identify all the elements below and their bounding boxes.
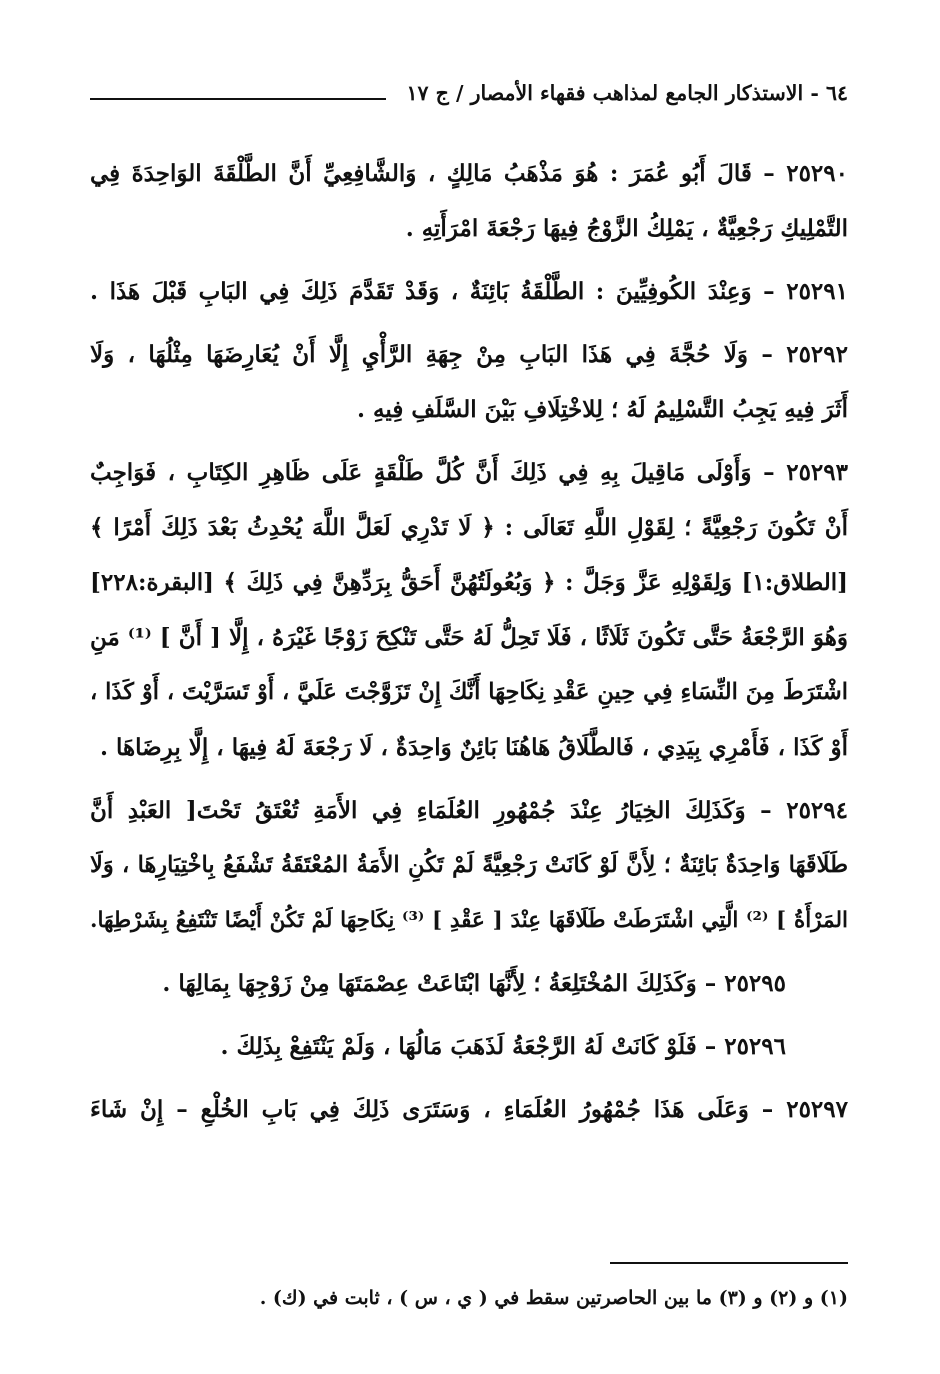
text-line: ٢٥٢٩٥ – وَكَذَلِكَ المُخْتَلِعَةُ ؛ لِأَنَّهَا ابْتَاعَتْ عِصْمَتَهَا مِنْ زَوْجِهَا بِمَالِهَا . — [162, 970, 786, 997]
header-rule — [90, 98, 386, 100]
text-line: وَهُوَ الرَّجْعَةُ حَتَّى تَكُونَ ثَلَاثًا ، فَلَا تَحِلُّ لَهُ حَتَّى تَنْكِحَ زَوْجًا غَيْرَهُ ، إِلَّا [ أَنَّ ] ⁽¹⁾ مَنِ — [90, 624, 848, 651]
text-line: ٢٥٢٩٤ – وَكَذَلِكَ الخِيَارُ عِنْدَ جُمْهُورِ العُلَمَاءِ فِي الأَمَةِ تُعْتَقُ تَحْتَ[ العَبْدِ أَنَّ — [90, 797, 848, 824]
text-line: أَوْ كَذَا ، فَأَمْرِي بِيَدِي ، فَالطَّلَاقُ هَاهُنَا بَائِنٌ وَاحِدَةٌ ، لَا رَجْعَةَ لَهُ فِيهَا ، إِلَّا بِرِضَاهَا . — [99, 734, 848, 761]
footnote: (١) و (٢) و (٣) ما بين الحاصرتين سقط في ( ي ، س ) ، ثابت في (ك) . — [259, 1287, 848, 1309]
text-line: ٢٥٢٩٦ – فَلَوْ كَانَتْ لَهُ الرَّجْعَةُ لَذَهَبَ مَالُهَا ، وَلَمْ يَنْتَفِعْ بِذَلِكَ . — [220, 1033, 786, 1060]
footnote-rule — [610, 1262, 848, 1264]
text-line: [الطلاق:١] وَلِقَوْلِهِ عَزَّ وَجَلَّ : ﴿ وَبُعُولَتُهُنَّ أَحَقُّ بِرَدِّهِنَّ فِي ذَلِكَ ﴾ [البقرة:٢٢٨] — [90, 569, 848, 596]
text-line: المَرْأَةُ ] ⁽²⁾ الَّتِي اشْتَرَطَتْ طَلَاقَهَا عِنْدَ [ عَقْدِ ] ⁽³⁾ نِكَاحِهَا لَمْ تَكُنْ أَيْضًا تَنْتَفِعُ بِشَرْطِهَا. — [90, 908, 848, 933]
text-line: طَلَاقَهَا وَاحِدَةٌ بَائِنَةٌ ؛ لِأَنَّ لَوْ كَانَتْ رَجْعِيَّةً لَمْ تَكُنِ الأَمَةُ المُعْتَقَةُ تَشْفَعُ بِاخْتِيَارِهَا ، وَلَا — [90, 852, 848, 878]
page-body — [90, 146, 848, 1137]
text-line: ٢٥٢٩١ – وَعِنْدَ الكُوفِيِّينَ : الطَّلْقَةُ بَائِنَةٌ ، وَقَدْ تَقَدَّمَ ذَلِكَ فِي البَابِ قَبْلَ هَذَا . — [90, 278, 848, 305]
text-line: التَّمْلِيكِ رَجْعِيَّةٌ ، يَمْلِكُ الزَّوْجُ فِيهَا رَجْعَةَ امْرَأَتِهِ . — [405, 215, 848, 242]
text-line: ٢٥٢٩٧ – وَعَلَى هَذَا جُمْهُورُ العُلَمَاءِ ، وَسَتَرَى ذَلِكَ فِي بَابِ الخُلْعِ – إِنْ شَاءَ — [90, 1096, 848, 1123]
page-header — [90, 78, 848, 118]
text-line: أَنْ تَكُونَ رَجْعِيَّةً ؛ لِقَوْلِ اللَّهِ تَعَالَى : ﴿ لَا تَدْرِي لَعَلَّ اللَّهَ يُحْدِثُ بَعْدَ ذَلِكَ أَمْرًا ﴾ — [90, 514, 848, 541]
text-line: ٢٥٢٩٢ – وَلَا حُجَّةَ فِي هَذَا البَابِ مِنْ جِهَةِ الرَّأْيِ إِلَّا أَنْ يُعَارِضَهَا مِثْلُهَا ، وَلَا — [90, 341, 848, 368]
text-line: ٢٥٢٩٣ – وَأَوْلَى مَاقِيلَ بِهِ فِي ذَلِكَ أَنَّ كُلَّ طَلْقَةٍ عَلَى ظَاهِرِ الكِتَابِ ، فَوَاجِبٌ — [90, 459, 848, 486]
text-line: أَثَرَ فِيهِ يَجِبُ التَّسْلِيمُ لَهُ ؛ لِلاخْتِلَافِ بَيْنَ السَّلَفِ فِيهِ . — [357, 396, 848, 423]
text-line: ٢٥٢٩٠ – قَالَ أَبُو عُمَرَ : هُوَ مَذْهَبُ مَالِكٍ ، وَالشَّافِعِيِّ أَنَّ الطَّلْقَةَ الوَاحِدَةَ فِي — [90, 160, 848, 187]
running-head: ٦٤ - الاستذكار الجامع لمذاهب فقهاء الأمصار / ج ١٧ — [406, 81, 848, 105]
text-line: اشْتَرَطَ مِنَ النِّسَاءِ فِي حِينِ عَقْدِ نِكَاحِهَا أَنَّكَ إِنْ تَزَوَّجْتَ عَلَيَّ ، أَوْ تَسَرَّيْتَ ، أَوْ كَذَا ، — [90, 679, 848, 705]
